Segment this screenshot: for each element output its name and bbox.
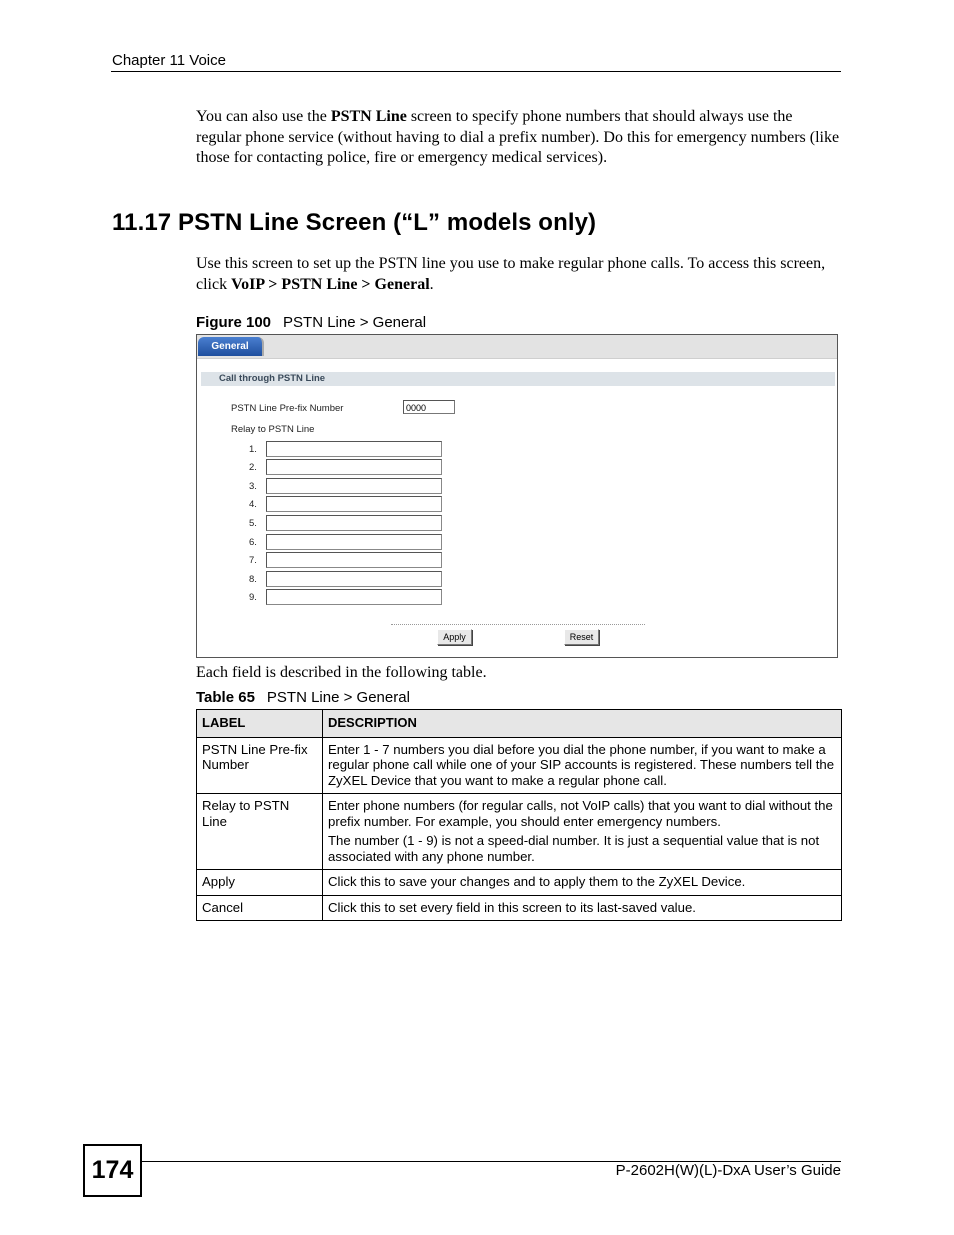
relay-number-input[interactable] <box>266 571 442 587</box>
row-description <box>323 737 842 794</box>
tab-general[interactable]: General <box>198 337 264 356</box>
table-number: Table 65 <box>196 689 255 706</box>
chapter-header: Chapter 11 Voice <box>112 52 226 69</box>
intro-text-2: screen to specify phone numbers that should always use the regular phone service (without having to dial a prefix number). Do this for emergency numbers (like those for contacting police, fire or emergency medical services). <box>196 108 840 166</box>
relay-number-input[interactable] <box>266 441 442 457</box>
table-title: PSTN Line > General <box>266 689 410 706</box>
relay-number-input[interactable] <box>266 534 442 550</box>
relay-number: 3. <box>249 481 257 492</box>
prefix-number-input[interactable]: 0000 <box>403 400 455 414</box>
reset-button[interactable]: Reset <box>564 629 599 645</box>
table-header-row <box>197 710 842 738</box>
access-text-1: Use this screen to set up the PSTN line you use to make regular phone calls. To access this screen, click <box>196 255 826 293</box>
figure-number: Figure 100 <box>196 314 272 331</box>
description-text: Click this to set every field in this screen to its last-saved value. <box>328 899 696 915</box>
section-bar <box>201 372 835 386</box>
row-description <box>323 794 842 870</box>
relay-label: Relay to PSTN Line <box>231 424 315 435</box>
relay-number: 8. <box>249 574 257 585</box>
access-path: VoIP > PSTN Line > General <box>231 275 430 293</box>
figure-caption <box>196 314 426 331</box>
access-paragraph <box>196 254 841 295</box>
table-row <box>197 737 842 794</box>
relay-number: 7. <box>249 555 257 566</box>
table-intro: Each field is described in the following table. <box>196 664 487 681</box>
row-label: Apply <box>197 870 323 896</box>
relay-number-input[interactable] <box>266 515 442 531</box>
relay-number: 6. <box>249 537 257 548</box>
relay-number: 2. <box>249 462 257 473</box>
guide-title: P-2602H(W)(L)-DxA User’s Guide <box>615 1162 841 1179</box>
figure-title: PSTN Line > General <box>283 314 427 331</box>
row-label: Cancel <box>197 895 323 921</box>
dotted-divider <box>391 624 645 625</box>
intro-text-1: You can also use the <box>196 108 331 125</box>
table-row <box>197 870 842 896</box>
header-rule <box>111 71 841 72</box>
relay-number: 5. <box>249 518 257 529</box>
relay-number-input[interactable] <box>266 478 442 494</box>
description-text: Click this to save your changes and to apply them to the ZyXEL Device. <box>328 874 746 889</box>
relay-number-input[interactable] <box>266 496 442 512</box>
table-row <box>197 895 842 921</box>
relay-number: 1. <box>249 444 257 455</box>
table-caption <box>196 689 410 706</box>
row-description <box>323 870 842 896</box>
prefix-label: PSTN Line Pre-fix Number <box>231 403 344 414</box>
relay-number-input[interactable] <box>266 589 442 605</box>
description-text: Enter 1 - 7 numbers you dial before you dial the phone number, if you want to make a regular phone call while one of your SIP accounts is registered. These numbers tell the ZyXEL Device that you want to make a regular phone call. <box>328 741 835 788</box>
section-title: Call through PSTN Line <box>219 373 326 384</box>
tab-bar <box>197 335 837 359</box>
intro-bold-1: PSTN Line <box>330 108 407 125</box>
description-text: Enter phone numbers (for regular calls, not VoIP calls) that you want to dial without the prefix number. For example, you should enter emergency numbers. <box>328 798 833 829</box>
relay-number: 9. <box>249 592 257 603</box>
access-text-2: . <box>429 275 434 293</box>
pstn-line-screen <box>196 334 838 658</box>
apply-button[interactable]: Apply <box>437 629 472 645</box>
section-heading: 11.17 PSTN Line Screen (“L” models only) <box>112 209 597 236</box>
row-description <box>323 895 842 921</box>
relay-number-input[interactable] <box>266 552 442 568</box>
row-label: PSTN Line Pre-fix Number <box>197 737 323 794</box>
description-text: The number (1 - 9) is not a speed-dial number. It is just a sequential value that is not associated with any phone number. <box>328 833 820 864</box>
field-description-table <box>196 709 842 921</box>
header-description: DESCRIPTION <box>323 710 842 738</box>
intro-paragraph <box>196 107 841 169</box>
relay-number-input[interactable] <box>266 459 442 475</box>
row-label: Relay to PSTN Line <box>197 794 323 870</box>
header-label: LABEL <box>197 710 323 738</box>
relay-number: 4. <box>249 499 257 510</box>
table-row <box>197 794 842 870</box>
page-number: 174 <box>83 1144 142 1197</box>
